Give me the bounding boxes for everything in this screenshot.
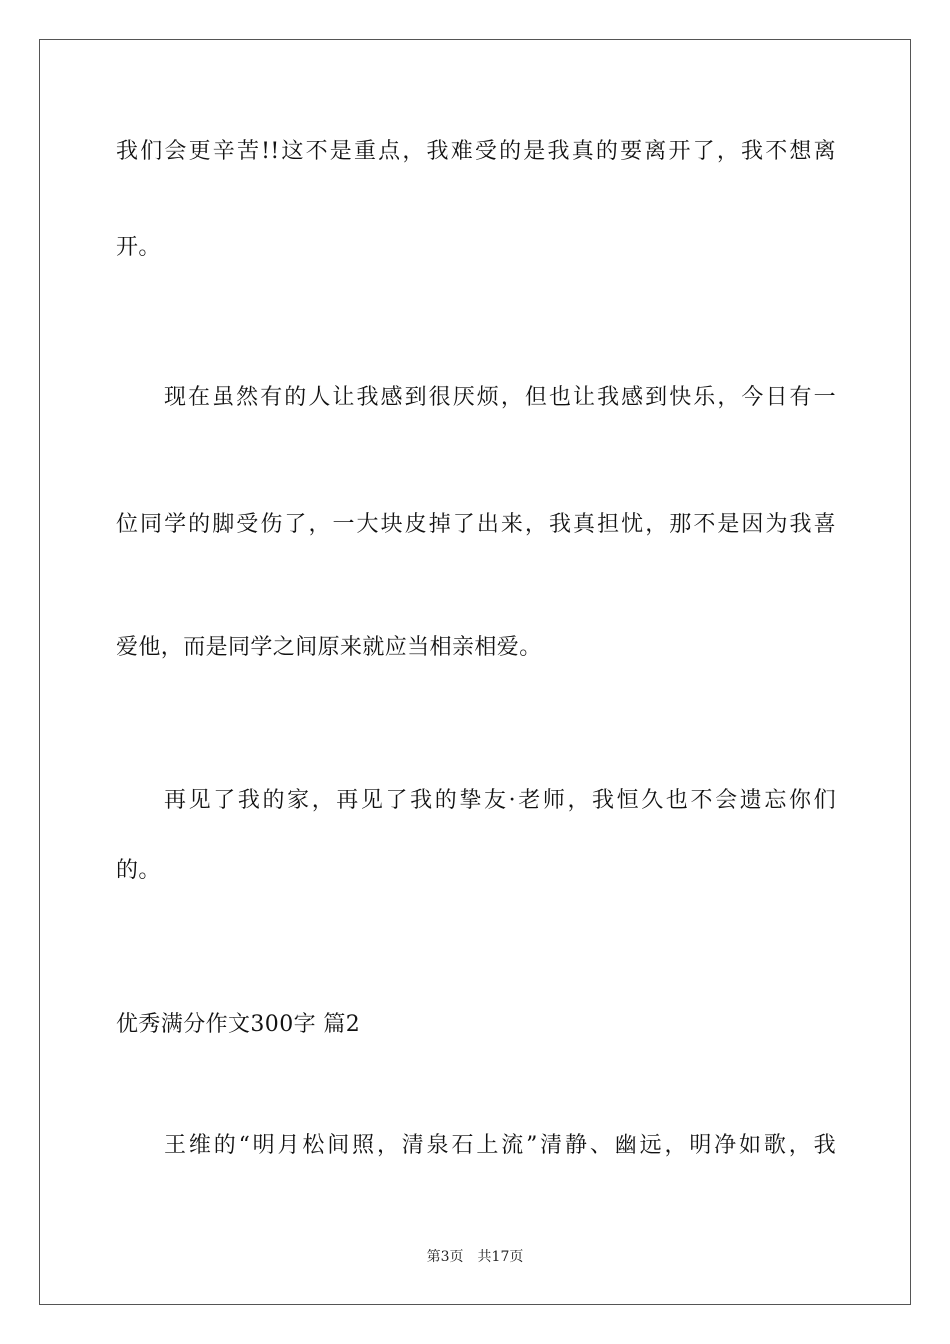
text-line: 开。: [116, 235, 161, 260]
text-line: 王维的“明月松间照，清泉石上流”清静、幽远，明净如歌，我: [164, 1133, 836, 1158]
page-frame: [39, 39, 911, 1305]
section-heading: 优秀满分作文300字 篇2: [116, 1012, 361, 1037]
text-line: 我们会更辛苦!!这不是重点，我难受的是我真的要离开了，我不想离: [116, 139, 836, 164]
text-line: 的。: [116, 858, 161, 883]
page-number-total: 共17页: [477, 1249, 524, 1265]
text-line: 位同学的脚受伤了，一大块皮掉了出来，我真担忧，那不是因为我喜: [116, 512, 836, 537]
page-number-current: 第3页: [426, 1249, 464, 1265]
page-footer: [0, 1248, 950, 1266]
text-line: 现在虽然有的人让我感到很厌烦，但也让我感到快乐，今日有一: [164, 385, 836, 410]
text-line: 再见了我的家，再见了我的挚友·老师，我恒久也不会遗忘你们: [164, 788, 836, 813]
text-line: 爱他，而是同学之间原来就应当相亲相爱。: [116, 635, 542, 660]
